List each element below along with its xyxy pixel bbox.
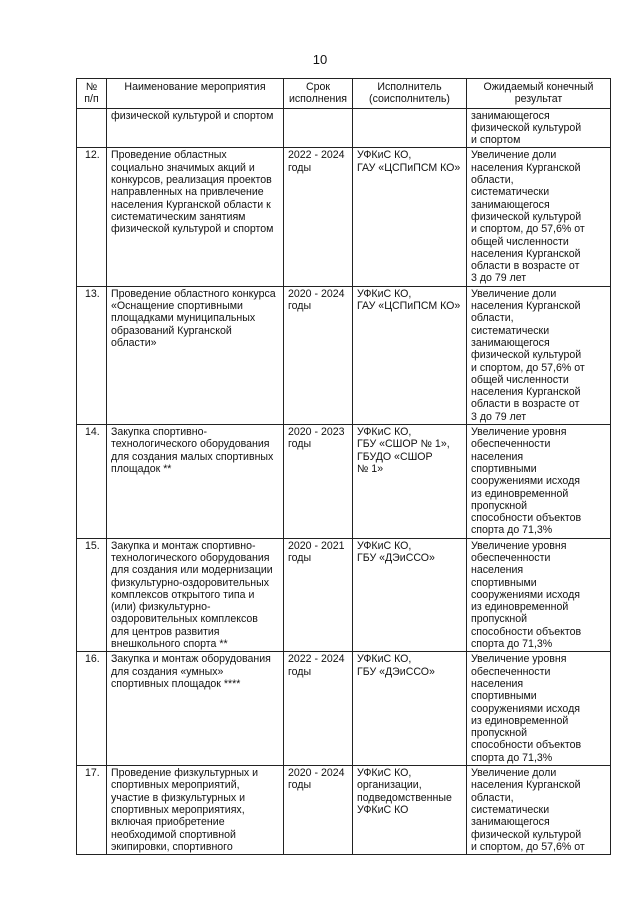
measure-name-line: необходимой спортивной	[111, 828, 236, 841]
measure-name-line: для создания или модернизации	[111, 564, 273, 577]
measure-name-line: систематическим занятиям	[111, 210, 246, 223]
execution-term-line: годы	[288, 300, 312, 313]
measure-name-cell	[107, 108, 284, 148]
executor-line: УФКиС КО,	[357, 653, 412, 666]
executor-line: организации,	[357, 779, 422, 792]
expected-result-line: физической культурой	[471, 121, 582, 134]
expected-result-line: спорта до 71,3%	[471, 524, 553, 537]
executor-line: УФКиС КО,	[357, 539, 412, 552]
expected-result-line: пропускной	[471, 613, 528, 626]
expected-result-line: из единовременной	[471, 601, 569, 614]
executor-line: УФКиС КО,	[357, 287, 412, 300]
table-row	[77, 652, 611, 766]
expected-result-line: Увеличение уровня	[471, 653, 567, 666]
table-row	[77, 148, 611, 286]
measure-name-line: Закупка и монтаж спортивно-	[111, 539, 256, 552]
expected-result-line: общей численности	[471, 373, 569, 386]
expected-result-line: населения Курганской	[471, 300, 581, 313]
expected-result-line: занимающегося	[471, 198, 550, 211]
expected-result-line: населения	[471, 564, 524, 577]
expected-result-line: занимающегося	[471, 109, 550, 122]
expected-result-line: спорта до 71,3%	[471, 751, 553, 764]
expected-result-line: и спортом, до 57,6% от	[471, 361, 585, 374]
measures-table	[76, 78, 611, 855]
executor-cell	[353, 538, 467, 652]
executor-line: № 1»	[357, 462, 384, 475]
measure-name-line: Проведение физкультурных и	[111, 767, 259, 780]
expected-result-line: способности объектов	[471, 625, 582, 638]
expected-result-line: области,	[471, 174, 514, 187]
expected-result-cell	[467, 425, 611, 539]
expected-result-line: занимающегося	[471, 336, 550, 349]
executor-line: УФКиС КО,	[357, 426, 412, 439]
header-num-line: п/п	[84, 93, 99, 106]
measure-name-line: для центров развития	[111, 625, 220, 638]
row-number	[77, 108, 107, 148]
expected-result-line: спортивными	[471, 462, 537, 475]
executor-line: ГБУ «СШОР № 1»,	[357, 438, 450, 451]
header-num-line: №	[85, 81, 98, 93]
measure-name-line: комплексов открытого типа и	[111, 588, 255, 601]
measure-name-line: спортивных мероприятиях,	[111, 803, 245, 816]
measure-name-cell	[107, 766, 284, 855]
execution-term-line: годы	[288, 779, 312, 792]
measure-name-line: участие в физкультурных и	[111, 791, 246, 804]
measure-name-line: Проведение областных	[111, 149, 227, 162]
expected-result-line: Увеличение уровня	[471, 539, 567, 552]
table-body	[77, 108, 611, 855]
executor-line: УФКиС КО,	[357, 149, 412, 162]
expected-result-cell	[467, 148, 611, 286]
expected-result-cell	[467, 652, 611, 766]
expected-result-line: Увеличение доли	[471, 149, 557, 162]
measure-name-line: оздоровительных комплексов	[111, 613, 258, 626]
expected-result-cell	[467, 286, 611, 424]
header-result-line: результат	[514, 93, 563, 106]
execution-term-line: 2020 - 2023	[288, 426, 345, 439]
executor-line: ГАУ «ЦСПиПСМ КО»	[357, 161, 461, 174]
expected-result-line: населения Курганской	[471, 247, 581, 260]
table-header-row	[77, 79, 611, 109]
expected-result-line: способности объектов	[471, 739, 582, 752]
header-executor-line: (соисполнитель)	[369, 93, 450, 106]
expected-result-line: общей численности	[471, 235, 569, 248]
measure-name-line: физкультурно-оздоровительных	[111, 576, 270, 589]
expected-result-line: физической культурой	[471, 210, 582, 223]
executor-line: ГБУ «ДЭиССО»	[357, 551, 435, 564]
expected-result-line: и спортом, до 57,6% от	[471, 840, 585, 853]
header-num	[77, 79, 107, 109]
expected-result-line: пропускной	[471, 499, 528, 512]
table-row	[77, 766, 611, 855]
expected-result-line: области в возрасте от	[471, 398, 580, 411]
row-number: 15.	[77, 538, 107, 652]
measure-name-line: Закупка спортивно-	[111, 426, 208, 439]
executor-line: ГБУДО «СШОР	[357, 450, 433, 463]
measure-name-line: конкурсов, реализация проектов	[111, 174, 272, 187]
execution-term-cell	[284, 652, 353, 766]
expected-result-line: способности объектов	[471, 512, 582, 525]
execution-term-cell	[284, 108, 353, 148]
measure-name-line: площадками муниципальных	[111, 312, 256, 325]
expected-result-line: обеспеченности	[471, 665, 551, 678]
header-term-line: Срок	[305, 81, 331, 93]
executor-cell	[353, 108, 467, 148]
expected-result-line: Увеличение доли	[471, 287, 557, 300]
executor-cell	[353, 148, 467, 286]
execution-term-line: 2020 - 2021	[288, 539, 345, 552]
measure-name-line: технологического оборудования	[111, 551, 270, 564]
measure-name-line: включая приобретение	[111, 816, 225, 829]
execution-term-line: 2020 - 2024	[288, 767, 345, 780]
measure-name-cell	[107, 538, 284, 652]
measure-name-line: экипировки, спортивного	[111, 840, 233, 853]
expected-result-line: населения	[471, 677, 524, 690]
expected-result-line: сооружениями исходя	[471, 475, 580, 488]
expected-result-line: физической культурой	[471, 828, 582, 841]
measure-name-line: для создания «умных»	[111, 665, 224, 678]
execution-term-line: 2022 - 2024	[288, 149, 345, 162]
measure-name-line: внешкольного спорта **	[111, 638, 228, 651]
execution-term-line: годы	[288, 665, 312, 678]
header-name-line: Наименование мероприятия	[124, 81, 266, 93]
expected-result-line: физической культурой	[471, 349, 582, 362]
measure-name-line: спортивных площадок ****	[111, 677, 241, 690]
measure-name-cell	[107, 425, 284, 539]
expected-result-line: из единовременной	[471, 714, 569, 727]
execution-term-line: годы	[288, 161, 312, 174]
execution-term-cell	[284, 286, 353, 424]
expected-result-line: 3 до 79 лет	[471, 410, 527, 423]
measure-name-line: Проведение областного конкурса	[111, 287, 276, 300]
measure-name-cell	[107, 286, 284, 424]
measure-name-line: площадок **	[111, 462, 172, 475]
table-row	[77, 425, 611, 539]
expected-result-line: сооружениями исходя	[471, 588, 580, 601]
expected-result-line: населения Курганской	[471, 779, 581, 792]
expected-result-line: и спортом, до 57,6% от	[471, 223, 585, 236]
expected-result-cell	[467, 538, 611, 652]
measure-name-line: физической культурой и спортом	[111, 223, 274, 236]
row-number: 17.	[77, 766, 107, 855]
expected-result-line: 3 до 79 лет	[471, 272, 527, 285]
executor-line: ГБУ «ДЭиССО»	[357, 665, 435, 678]
execution-term-line: 2020 - 2024	[288, 287, 345, 300]
execution-term-line: 2022 - 2024	[288, 653, 345, 666]
executor-line: УФКиС КО	[357, 803, 409, 816]
executor-cell	[353, 652, 467, 766]
executor-cell	[353, 286, 467, 424]
row-number: 14.	[77, 425, 107, 539]
executor-cell	[353, 766, 467, 855]
page-number: 10	[312, 52, 328, 67]
expected-result-line: и спортом	[471, 134, 521, 147]
expected-result-line: населения Курганской	[471, 161, 581, 174]
measure-name-cell	[107, 652, 284, 766]
expected-result-line: спортивными	[471, 690, 537, 703]
execution-term-cell	[284, 425, 353, 539]
expected-result-line: области,	[471, 312, 514, 325]
expected-result-line: сооружениями исходя	[471, 702, 580, 715]
row-number: 13.	[77, 286, 107, 424]
measure-name-line: Закупка и монтаж оборудования	[111, 653, 271, 666]
expected-result-line: пропускной	[471, 727, 528, 740]
execution-term-line: годы	[288, 438, 312, 451]
execution-term-cell	[284, 538, 353, 652]
executor-cell	[353, 425, 467, 539]
expected-result-line: Увеличение уровня	[471, 426, 567, 439]
expected-result-line: спортивными	[471, 576, 537, 589]
measure-name-line: для создания малых спортивных	[111, 450, 274, 463]
measure-name-line: направленных на привлечение	[111, 186, 264, 199]
measure-name-cell	[107, 148, 284, 286]
header-executor	[353, 79, 467, 109]
expected-result-line: систематически	[471, 324, 550, 337]
expected-result-line: обеспеченности	[471, 551, 551, 564]
expected-result-line: занимающегося	[471, 816, 550, 829]
header-result-line: Ожидаемый конечный	[483, 81, 594, 93]
header-name	[107, 79, 284, 109]
expected-result-line: из единовременной	[471, 487, 569, 500]
expected-result-line: населения Курганской	[471, 386, 581, 399]
row-number: 16.	[77, 652, 107, 766]
expected-result-line: населения	[471, 450, 524, 463]
execution-term-cell	[284, 148, 353, 286]
expected-result-line: спорта до 71,3%	[471, 638, 553, 651]
measure-name-line: физической культурой и спортом	[111, 109, 274, 122]
measure-name-line: области»	[111, 336, 157, 349]
measure-name-line: (или) физкультурно-	[111, 601, 211, 614]
table-row	[77, 286, 611, 424]
expected-result-line: области в возрасте от	[471, 260, 580, 273]
measure-name-line: образований Курганской	[111, 324, 232, 337]
table-row	[77, 108, 611, 148]
executor-line: УФКиС КО,	[357, 767, 412, 780]
expected-result-line: систематически	[471, 803, 550, 816]
executor-line: ГАУ «ЦСПиПСМ КО»	[357, 300, 461, 313]
header-term-line: исполнения	[288, 93, 348, 106]
table-row	[77, 538, 611, 652]
header-term	[284, 79, 353, 109]
expected-result-cell	[467, 108, 611, 148]
expected-result-line: области,	[471, 791, 514, 804]
expected-result-line: Увеличение доли	[471, 767, 557, 780]
expected-result-line: обеспеченности	[471, 438, 551, 451]
row-number: 12.	[77, 148, 107, 286]
expected-result-line: систематически	[471, 186, 550, 199]
header-result	[467, 79, 611, 109]
measure-name-line: «Оснащение спортивными	[111, 300, 243, 313]
expected-result-cell	[467, 766, 611, 855]
execution-term-cell	[284, 766, 353, 855]
executor-line: подведомственные	[357, 791, 452, 804]
measure-name-line: населения Курганской области к	[111, 198, 271, 211]
measure-name-line: социально значимых акций и	[111, 161, 255, 174]
measure-name-line: технологического оборудования	[111, 438, 270, 451]
measure-name-line: спортивных мероприятий,	[111, 779, 240, 792]
execution-term-line: годы	[288, 551, 312, 564]
header-executor-line: Исполнитель	[377, 81, 442, 93]
